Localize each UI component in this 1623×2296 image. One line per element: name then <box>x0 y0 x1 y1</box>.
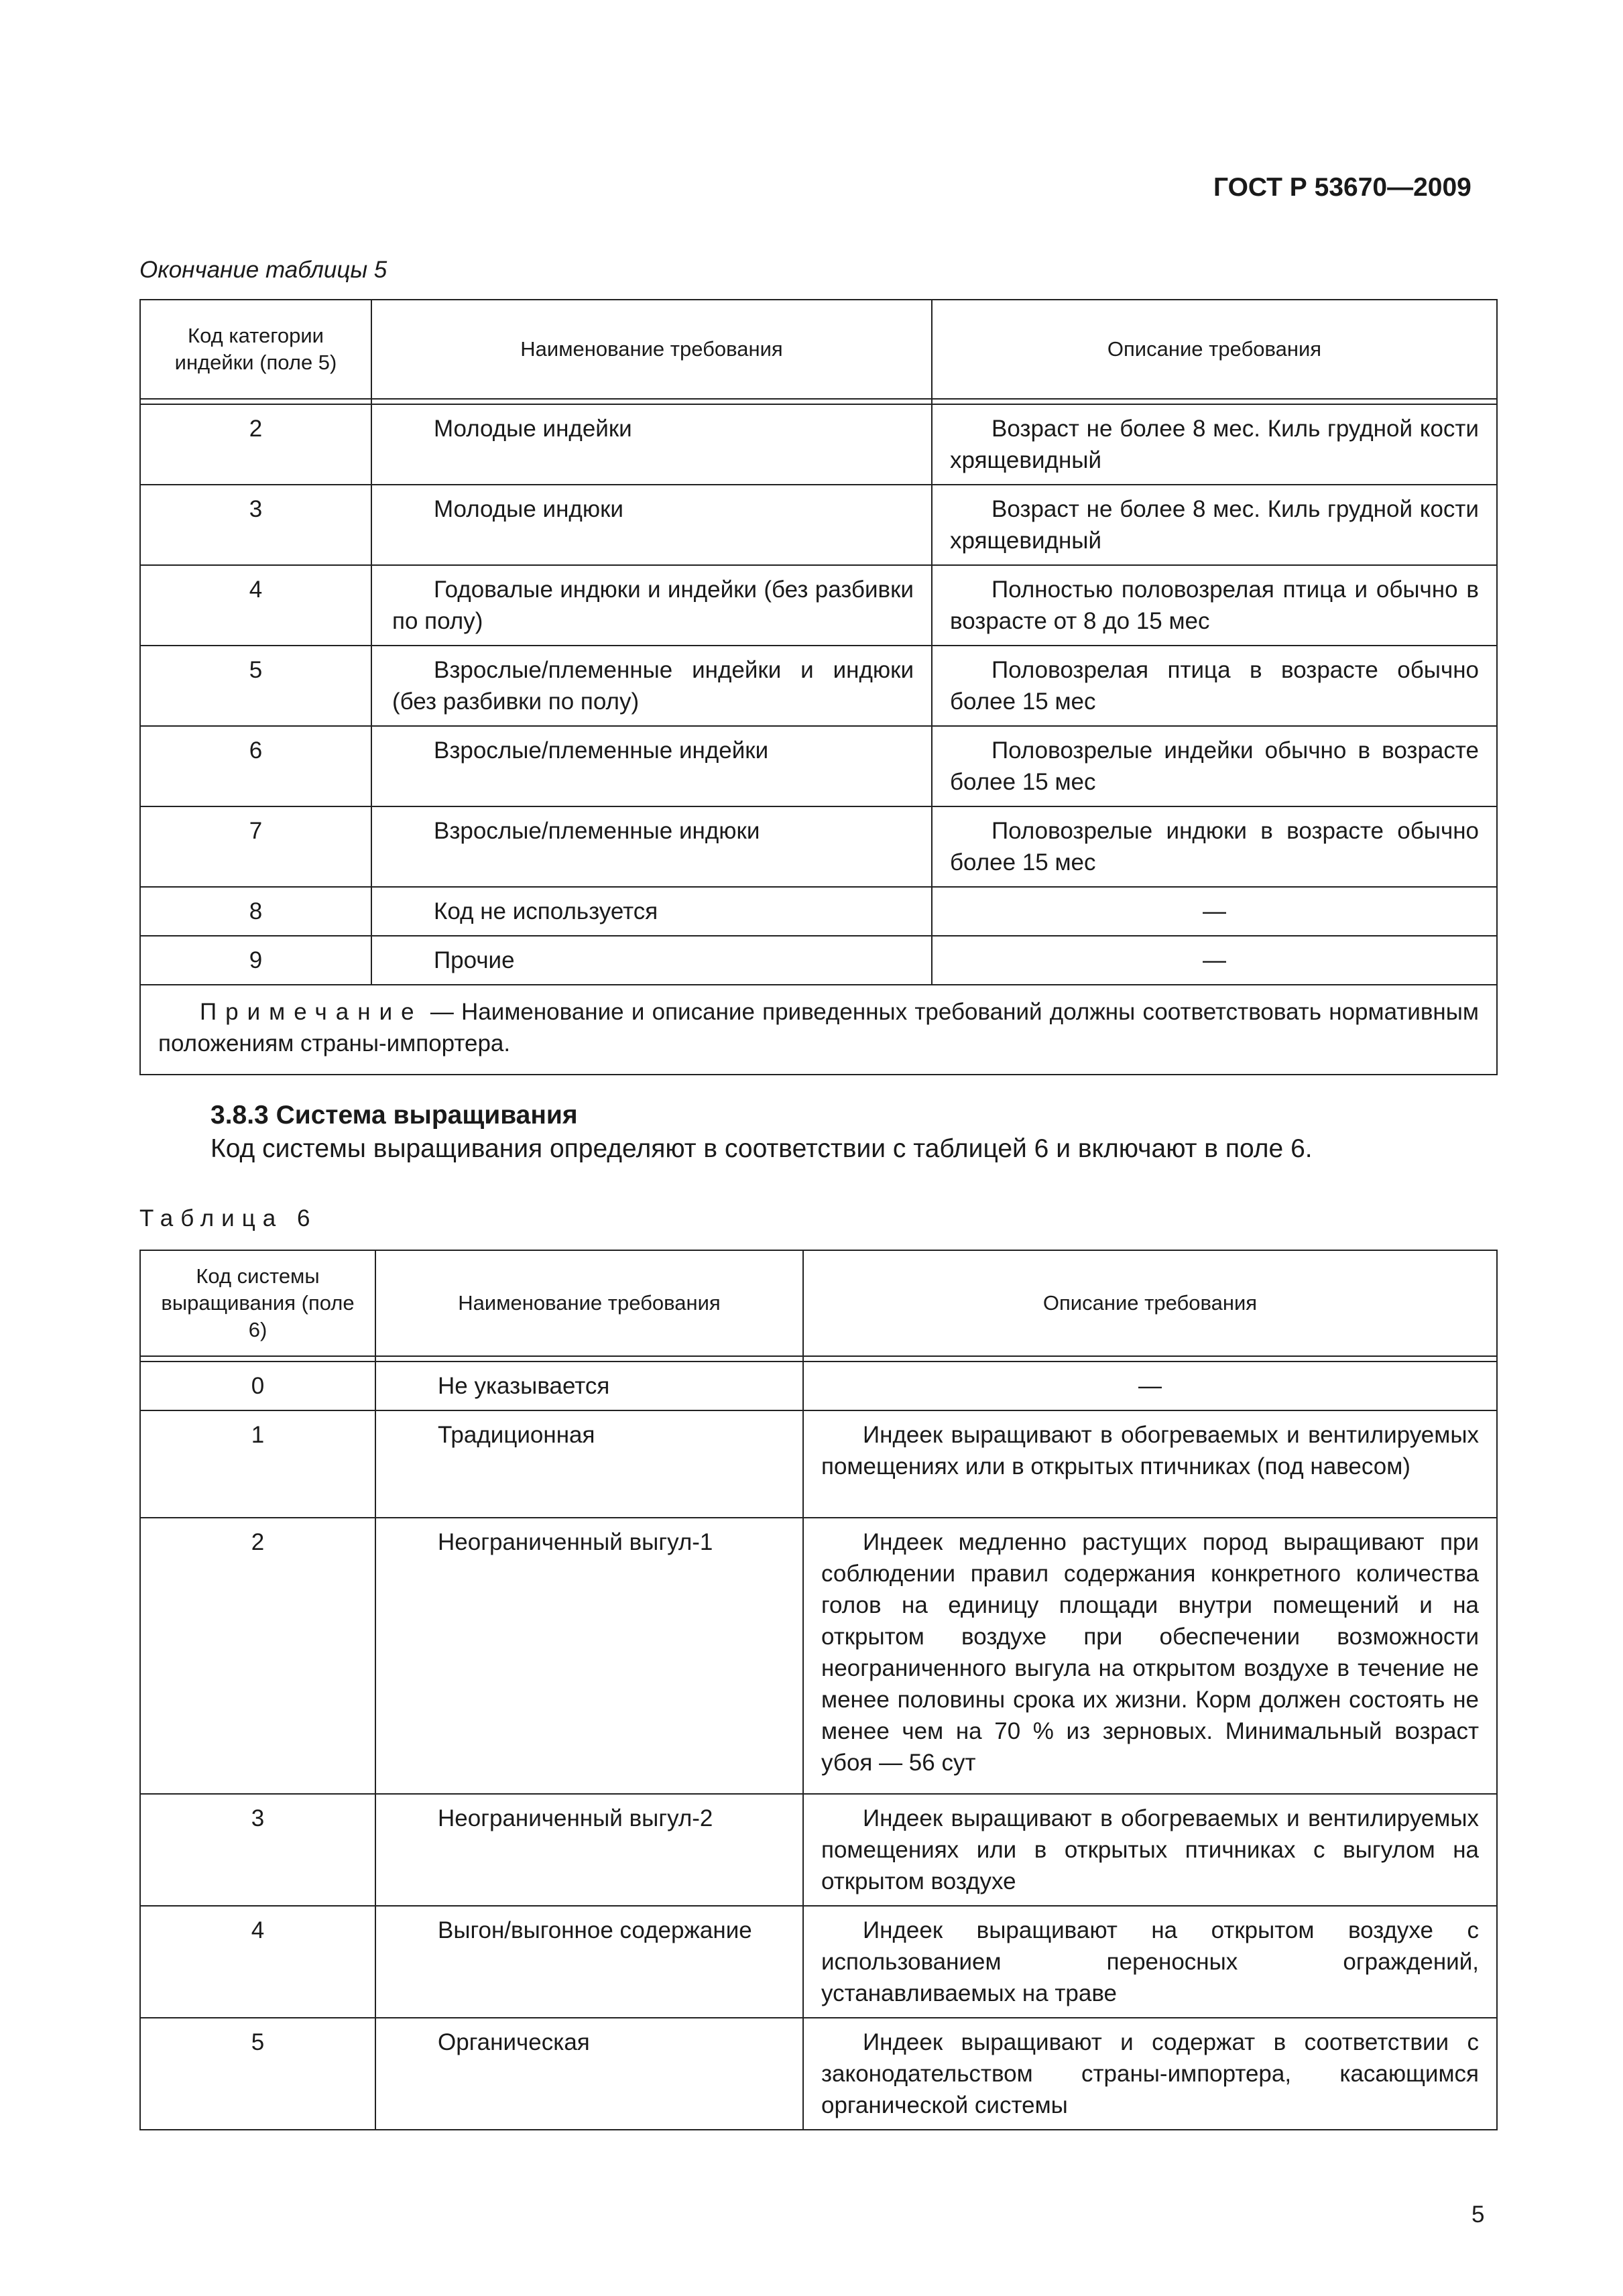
table6-header-row <box>140 1250 1497 1356</box>
table5-col-name: Наименование требования <box>371 300 932 399</box>
row-desc: Возраст не более 8 мес. Киль грудной кости хрящевидный <box>932 485 1497 565</box>
row-desc: Индеек выращивают и содержат в соответствии с законодательством страны-импортера, касающимся органической системы <box>803 2018 1497 2130</box>
row-name: Молодые индюки <box>371 485 932 565</box>
row-code: 4 <box>140 565 371 646</box>
table6-col-code: Код системы выращивания (поле 6) <box>140 1250 375 1356</box>
table5-col-desc: Описание требования <box>932 300 1497 399</box>
row-code: 8 <box>140 887 371 936</box>
row-name: Годовалые индюки и индейки (без разбивки по полу) <box>371 565 932 646</box>
row-name: Прочие <box>371 936 932 985</box>
row-desc: Полностью половозрелая птица и обычно в возрасте от 8 до 15 мес <box>932 565 1497 646</box>
row-name: Взрослые/племенные индейки и индюки (без разбивки по полу) <box>371 646 932 726</box>
row-code: 1 <box>140 1410 375 1518</box>
table-row <box>140 1518 1497 1794</box>
row-name: Код не используется <box>371 887 932 936</box>
table5-note-row <box>140 985 1497 1075</box>
page-number: 5 <box>1471 2201 1485 2228</box>
row-code: 3 <box>140 1794 375 1906</box>
row-desc: — <box>932 887 1497 936</box>
table5-col-code: Код категории индейки (поле 5) <box>140 300 371 399</box>
row-desc: Половозрелая птица в возрасте обычно более 15 мес <box>932 646 1497 726</box>
row-name: Неограниченный выгул-2 <box>375 1794 803 1906</box>
table-row <box>140 646 1497 726</box>
table5-header-row <box>140 300 1497 399</box>
row-name: Неограниченный выгул-1 <box>375 1518 803 1794</box>
table-row <box>140 887 1497 936</box>
row-code: 2 <box>140 404 371 485</box>
row-name: Органическая <box>375 2018 803 2130</box>
row-code: 4 <box>140 1906 375 2018</box>
row-name: Традиционная <box>375 1410 803 1518</box>
table5-header-separator <box>140 399 1497 404</box>
table-row <box>140 565 1497 646</box>
note-text: — Наименование и описание приведенных требований должны соответствовать нормативным положениям страны-импортера. <box>158 999 1479 1056</box>
row-code: 0 <box>140 1362 375 1410</box>
table6-col-desc: Описание требования <box>803 1250 1497 1356</box>
table-row <box>140 1794 1497 1906</box>
row-name: Молодые индейки <box>371 404 932 485</box>
row-desc: Половозрелые индюки в возрасте обычно более 15 мес <box>932 806 1497 887</box>
document-header: ГОСТ Р 53670—2009 <box>1213 173 1471 202</box>
note-label: Примечание <box>200 999 423 1025</box>
row-desc: Возраст не более 8 мес. Киль грудной кости хрящевидный <box>932 404 1497 485</box>
row-desc: Индеек выращивают в обогреваемых и вентилируемых помещениях или в открытых птичниках (под навесом) <box>803 1410 1497 1518</box>
row-name: Не указывается <box>375 1362 803 1410</box>
row-desc: Индеек выращивают в обогреваемых и вентилируемых помещениях или в открытых птичниках с выгулом на открытом воздухе <box>803 1794 1497 1906</box>
row-code: 6 <box>140 726 371 806</box>
table-row <box>140 806 1497 887</box>
table5 <box>139 299 1498 1075</box>
row-desc: — <box>932 936 1497 985</box>
row-desc: Половозрелые индейки обычно в возрасте более 15 мес <box>932 726 1497 806</box>
table-row <box>140 726 1497 806</box>
row-code: 7 <box>140 806 371 887</box>
table5-caption: Окончание таблицы 5 <box>139 257 387 283</box>
row-desc: Индеек медленно растущих пород выращивают при соблюдении правил содержания конкретного количества голов на единицу площади внутри помещений и на открытом воздухе при обеспечении возможности неограниченного выгула на открытом воздухе в течение не менее половины срока их жизни. Корм должен состоять не менее чем на 70 % из зерновых. Минимальный возраст убоя — 56 сут <box>803 1518 1497 1794</box>
table6-header-separator <box>140 1356 1497 1362</box>
table5-note <box>140 985 1497 1075</box>
row-code: 5 <box>140 2018 375 2130</box>
table6 <box>139 1250 1498 2130</box>
table-row <box>140 2018 1497 2130</box>
table-row <box>140 1410 1497 1518</box>
row-desc: Индеек выращивают на открытом воздухе с использованием переносных ограждений, устанавливаемых на траве <box>803 1906 1497 2018</box>
table6-caption: Таблица 6 <box>139 1205 318 1231</box>
row-name: Выгон/выгонное содержание <box>375 1906 803 2018</box>
row-code: 5 <box>140 646 371 726</box>
row-name: Взрослые/племенные индюки <box>371 806 932 887</box>
table-row <box>140 936 1497 985</box>
row-code: 3 <box>140 485 371 565</box>
section-heading: 3.8.3 Система выращивания <box>211 1101 578 1130</box>
row-name: Взрослые/племенные индейки <box>371 726 932 806</box>
row-desc: — <box>803 1362 1497 1410</box>
row-code: 2 <box>140 1518 375 1794</box>
table6-col-name: Наименование требования <box>375 1250 803 1356</box>
row-code: 9 <box>140 936 371 985</box>
table-row <box>140 485 1497 565</box>
table-row <box>140 1362 1497 1410</box>
table-row <box>140 1906 1497 2018</box>
table-row <box>140 404 1497 485</box>
section-body: Код системы выращивания определяют в соответствии с таблицей 6 и включают в поле 6. <box>211 1134 1313 1163</box>
